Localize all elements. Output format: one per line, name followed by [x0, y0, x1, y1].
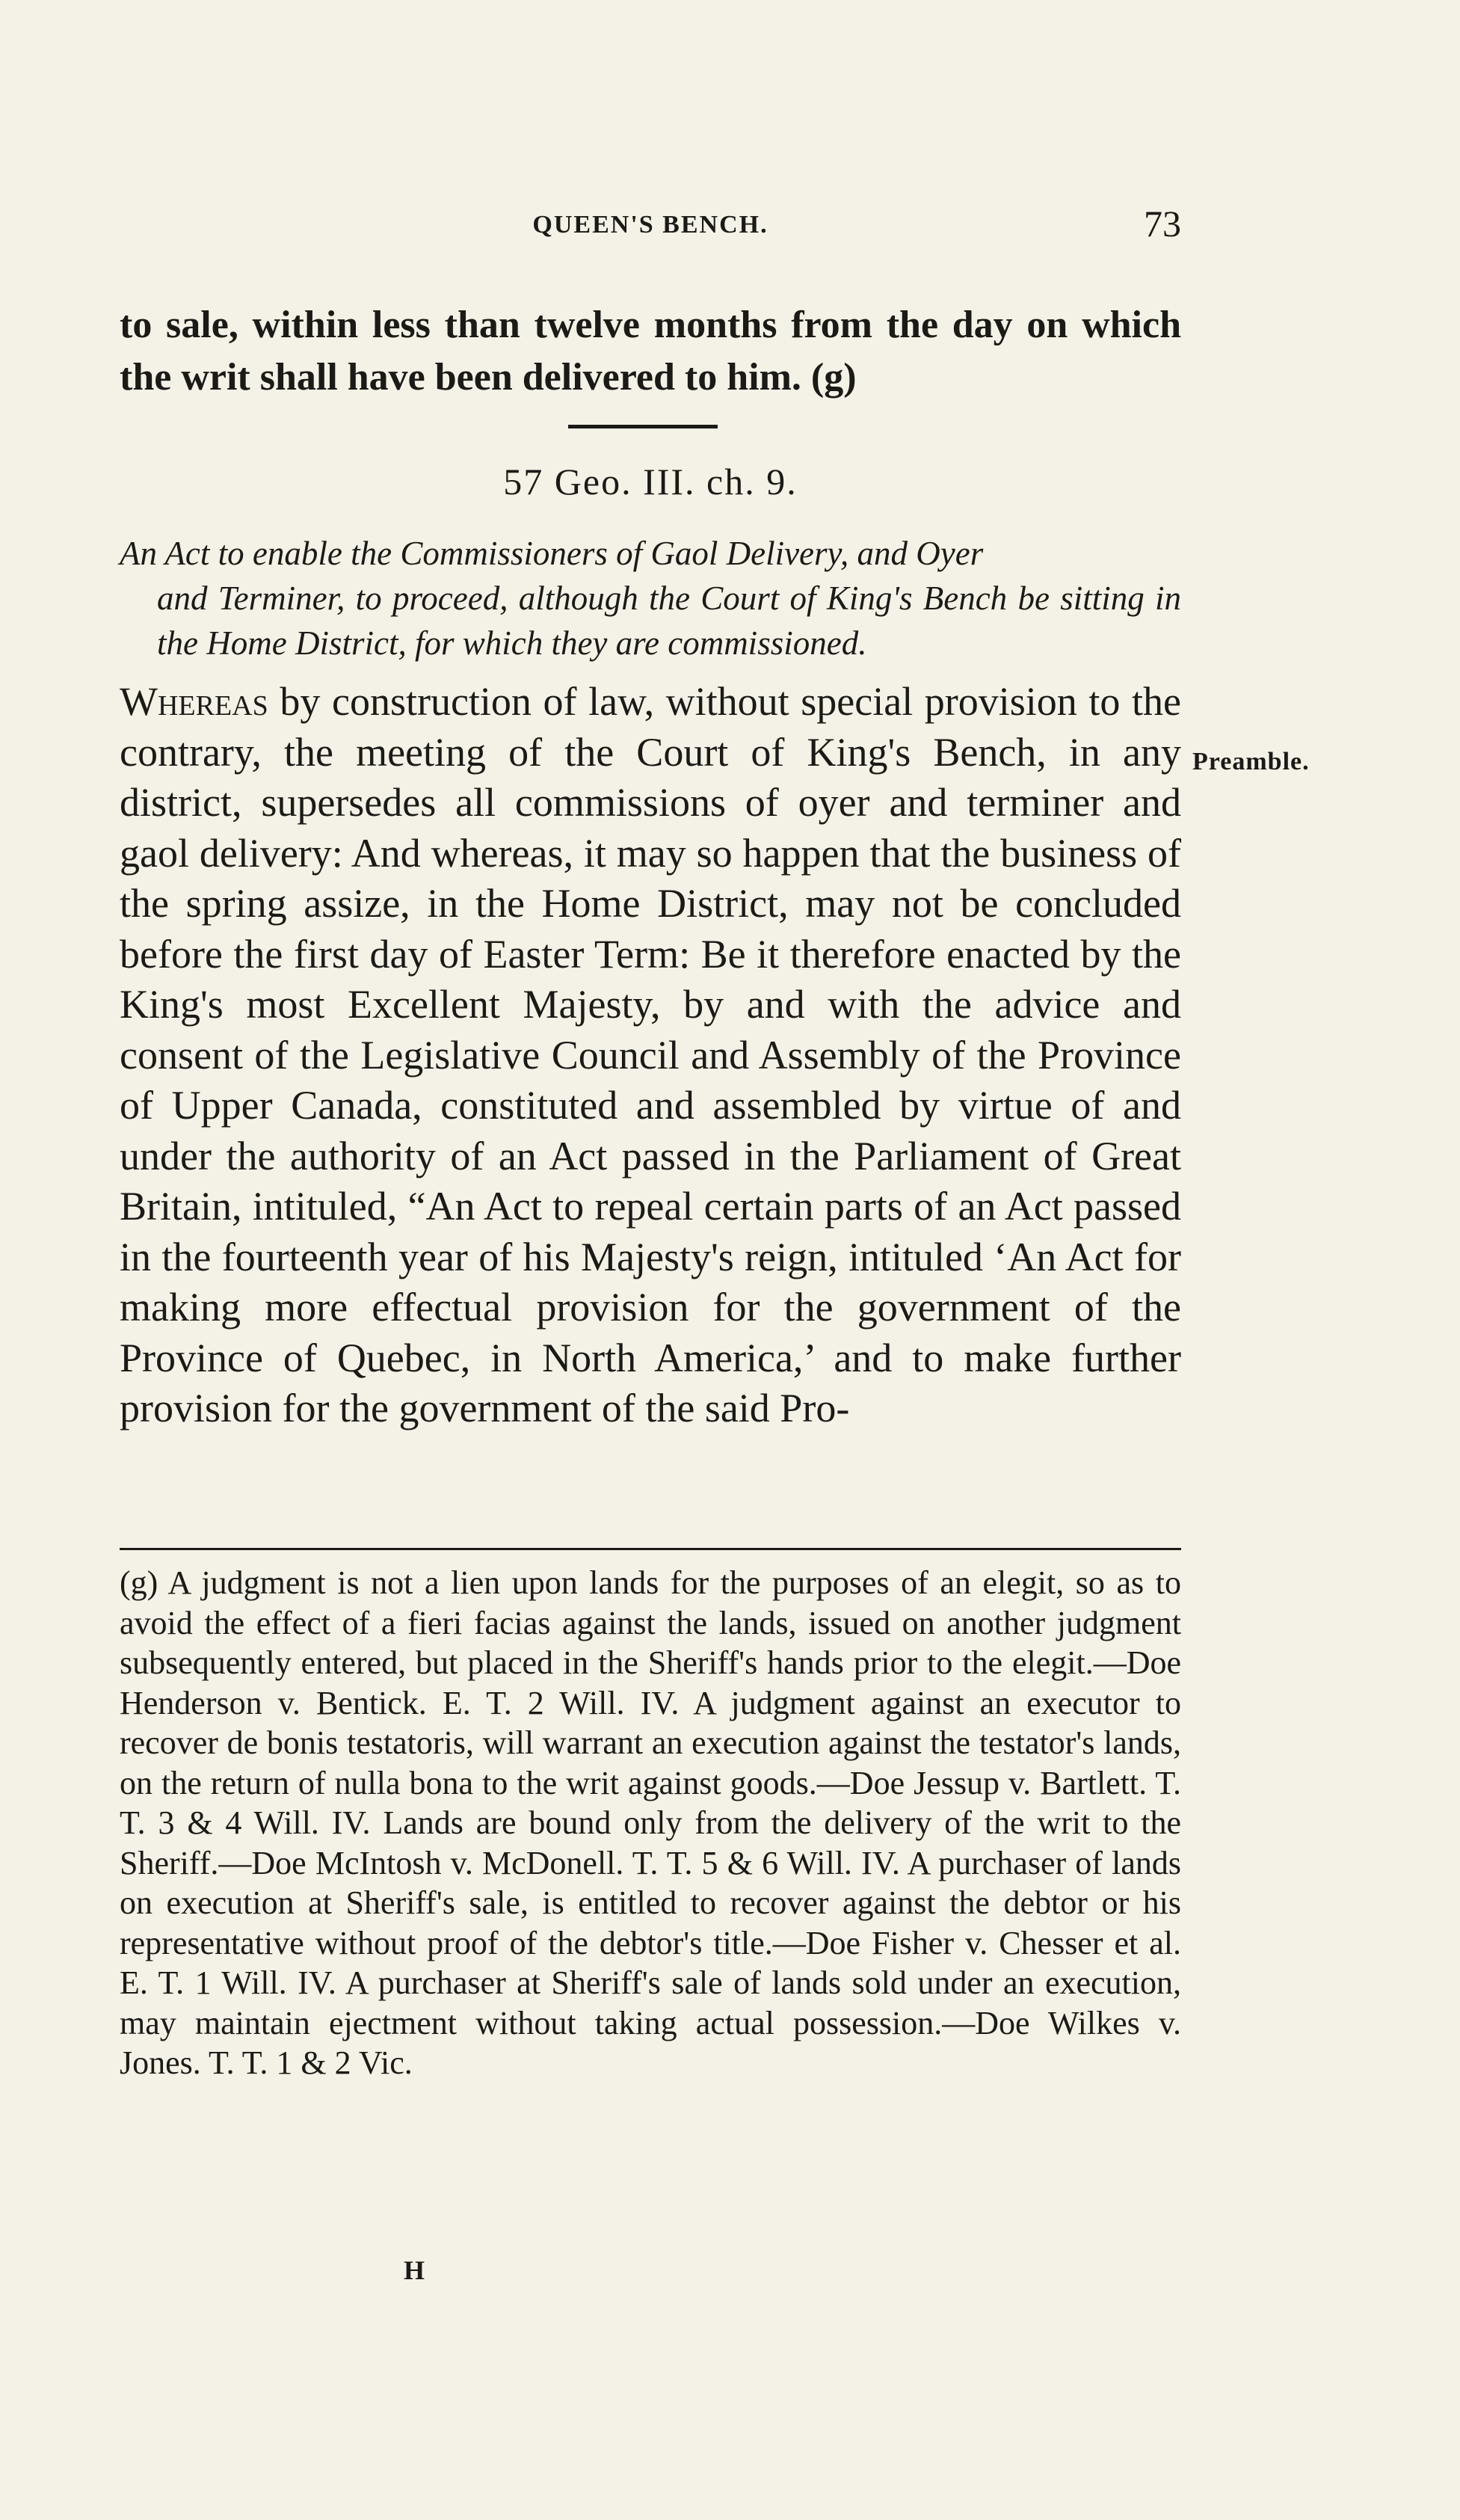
margin-note: Preamble.: [1192, 748, 1310, 775]
act-title-line1: An Act to enable the Commissioners of Gaol Delivery, and Oyer: [120, 535, 984, 572]
act-title: [120, 531, 1181, 666]
footnote-rule: [120, 1548, 1181, 1550]
running-head: QUEEN'S BENCH.: [532, 211, 768, 239]
signature-mark: H: [404, 2255, 425, 2285]
page-header: [120, 202, 1181, 254]
body-paragraph: [120, 677, 1181, 1434]
footnote: (g) A judgment is not a lien upon lands for the purposes of an elegit, so as to avoid the effect of a fieri facias against the lands, issued on another judgment subsequently entered, but placed in the Sheriff's hands prior to the elegit.—Doe Henderson v. Bentick. E. T. 2 Will. IV. A judgment against an executor to recover de bonis testatoris, will warrant an execution against the testator's lands, on the return of nulla bona to the writ against goods.—Doe Jessup v. Bartlett. T. T. 3 & 4 Will. IV. Lands are bound only from the delivery of the writ to the Sheriff.—Doe McIntosh v. McDonell. T. T. 5 & 6 Will. IV. A purchaser of lands on execution at Sheriff's sale, is entitled to recover against the debtor or his representative without proof of the debtor's title.—Doe Fisher v. Chesser et al. E. T. 1 Will. IV. A purchaser at Sheriff's sale of lands sold under an execution, may maintain ejectment without taking actual possession.—Doe Wilkes v. Jones. T. T. 1 & 2 Vic.: [120, 1564, 1181, 2081]
body-text: by construction of law, without special provision to the contrary, the meeting of the Court of King's Bench, in any district, supersedes all commissions of oyer and terminer and gaol delivery: And whereas, it may so happen that the business of the spring assize, in the Home District, may not be concluded before the first day of Easter Term: Be it therefore enacted by the King's most Excellent Majesty, by and with the advice and consent of the Legislative Council and Assembly of the Province of Upper Canada, constituted and assembled by virtue of and under the authority of an Act passed in the Parliament of Great Britain, intituled, “An Act to repeal certain parts of an Act passed in the fourteenth year of his Majesty's reign, intituled ‘An Act for making more effectual provision for the government of the Province of Quebec, in North America,’ and to make further provision for the government of the said Pro-: [120, 679, 1181, 1430]
section-divider: [568, 425, 718, 428]
chapter-heading: 57 Geo. III. ch. 9.: [503, 461, 798, 503]
act-title-rest: and Terminer, to proceed, although the Court of King's Bench be sitting in the Home District, for which they are commissioned.: [157, 580, 1181, 662]
body-lead-word: Whereas: [120, 679, 268, 724]
page-number: 73: [1144, 203, 1181, 245]
continuation-paragraph: to sale, within less than twelve months from the day on which the writ shall have been delivered to him. (g): [120, 304, 1181, 399]
